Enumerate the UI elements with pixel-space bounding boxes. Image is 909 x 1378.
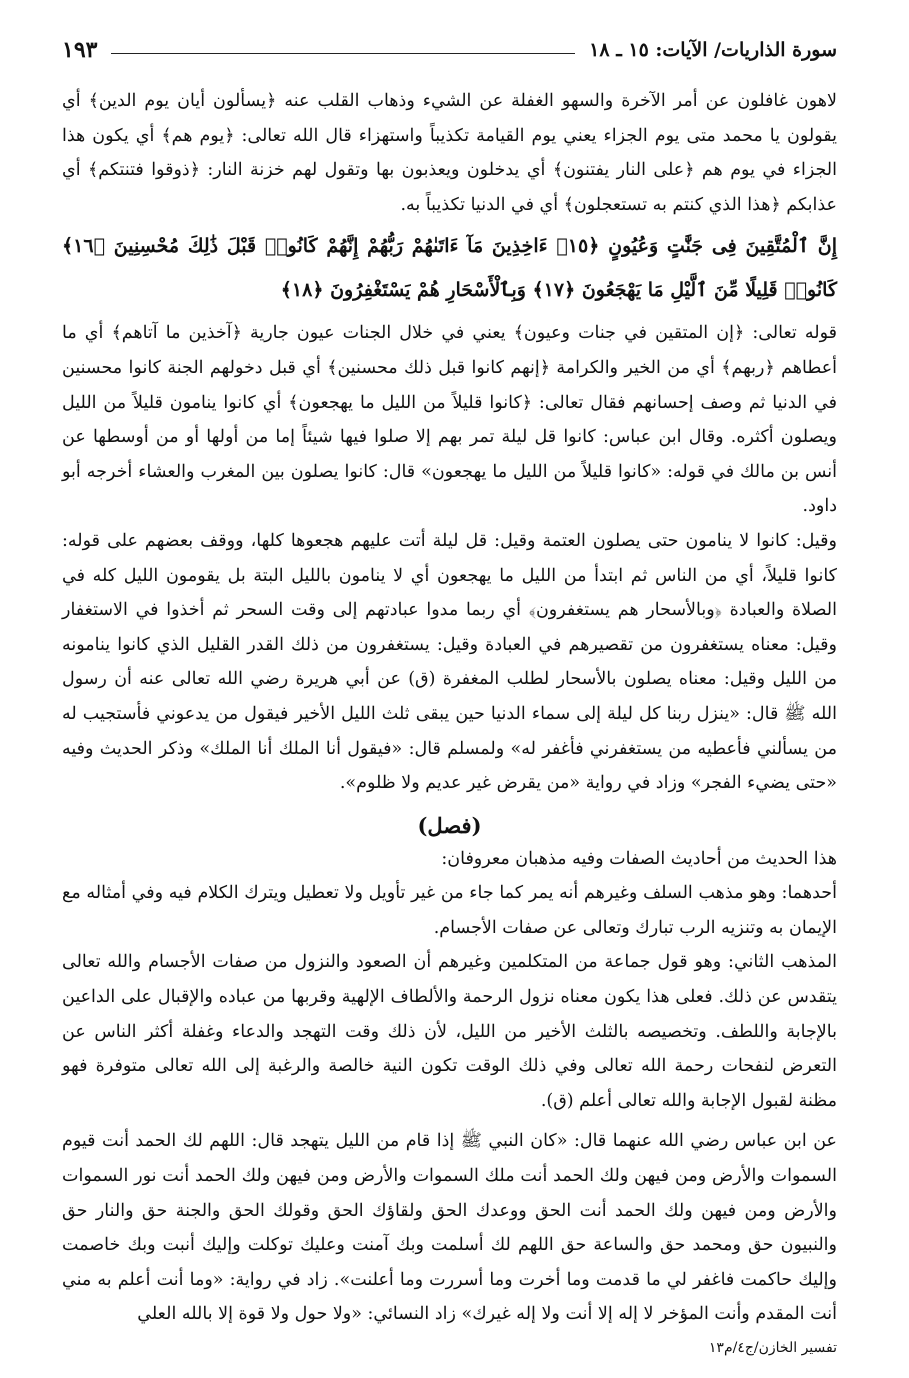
paragraph-5: أحدهما: وهو مذهب السلف وغيرهم أنه يمر كما جاء من غير تأويل ولا تعطيل ويترك الكلام فيه وفي أمثاله مع الإيمان به وتنزيه الرب تبارك وتعالى عن صفات الأجسام. [62,883,837,938]
paragraph-7: عن ابن عباس رضي الله عنهما قال: «كان النبي ﷺ إذا قام من الليل يتهجد قال: اللهم لك الحمد أنت قيوم السموات والأرض ومن فيهن ولك الحمد أنت ملك السموات والأرض ومن فيهن ولك الحمد أنت نور السموات والأرض ومن فيهن ولك الحمد أنت الحق ووعدك الحق ولقاؤك الحق وقولك الحق والجنة حق والنار حق والنبيون حق ومحمد حق والساعة حق اللهم لك أسلمت وبك آمنت وعليك توكلت وإليك أنبت وبك خاصمت وإليك حاكمت فاغفر لي ما قدمت وما أخرت وما أسررت وما أعلنت». زاد في رواية: «وما أنت أعلم به مني أنت المقدم وأنت المؤخر لا إله إلا أنت ولا إله غيرك» زاد النسائي: «ولا حول ولا قوة إلا بالله العلي [62,1131,837,1325]
running-header [62,30,837,70]
paragraph-1: لاهون غافلون عن أمر الآخرة والسهو الغفلة عن الشيء وذهاب القلب عنه ﴿يسألون أيان يوم الدين﴾ أي يقولون يا محمد متى يوم الجزاء يعني يوم القيامة تكذيباً واستهزاء قال الله تعالى: ﴿يوم هم﴾ أي يكون هذا الجزاء في يوم هم ﴿على النار يفتنون﴾ أي يدخلون ويعذبون بها وتقول لهم خزنة النار: ﴿ذوقوا فتنتكم﴾ أي عذابكم ﴿هذا الذي كنتم به تستعجلون﴾ أي في الدنيا تكذيباً به. [62,91,837,215]
paragraph-2: قوله تعالى: ﴿إن المتقين في جنات وعيون﴾ يعني في خلال الجنات عيون جارية ﴿آخذين ما آتاهم﴾ أي ما أعطاهم ﴿ربهم﴾ أي من الخير والكرامة ﴿إنهم كانوا قبل ذلك محسنين﴾ أي قبل دخولهم الجنة كانوا محسنين في الدنيا ثم وصف إحسانهم فقال تعالى: ﴿كانوا قليلاً من الليل ما يهجعون﴾ أي كانوا ينامون قليلاً من الليل ويصلون أكثره. وقال ابن عباس: كانوا قل ليلة تمر بهم إلا صلوا فيها شيئاً إما من أولها أو من أوسطها عن أنس بن مالك في قوله: «كانوا قليلاً من الليل ما يهجعون» قال: كانوا يصلون بين المغرب والعشاء أخرجه أبو داود. [62,323,837,517]
paragraph-3: وقيل: كانوا لا ينامون حتى يصلون العتمة وقيل: قل ليلة أتت عليهم هجعوها كلها، ووقف بعضهم على قوله: كانوا قليلاً، أي من الناس ثم ابتدأ من الليل ما يهجعون أي لا ينامون بالليل البتة بل يقومون الليل كله في الصلاة والعبادة ﴿وبالأسحار هم يستغفرون﴾ أي ربما مدوا عبادتهم إلى وقت السحر ثم أخذوا في الاستغفار وقيل: معناه يستغفرون من تقصيرهم في العبادة وقيل: يستغفرون من ذلك القدر القليل الذي كانوا ينامونه من الليل وقيل: معناه يصلون بالأسحار لطلب المغفرة (ق) عن أبي هريرة رضي الله تعالى عنه أن رسول الله ﷺ قال: «ينزل ربنا كل ليلة إلى سماء الدنيا حين يبقى ثلث الليل الأخير فيقول من يدعوني فأستجيب له من يسألني فأعطيه من يستغفرني فأغفر له» ولمسلم قال: «فيقول أنا الملك أنا الملك» وذكر الحديث وفيه «حتى يضيء الفجر» وزاد في رواية «من يقرض غير عديم ولا ظلوم». [62,530,837,794]
section-heading: (فصل) [417,812,482,838]
footer-reference: تفسير الخازن/ج٤/م١٣ [708,1340,837,1356]
paragraph-6: المذهب الثاني: وهو قول جماعة من المتكلمين وغيرهم أن الصعود والنزول من صفات الأجسام والله تعالى يتقدس عن ذلك. فعلى هذا يكون معناه نزول الرحمة والألطاف الإلهية وقربها من عباده والإقبال على الداعين بالإجابة واللطف. وتخصيصه بالثلث الأخير من الليل، لأن ذلك وقت التهجد والدعاء وغفلة أكثر الناس عن التعرض لنفحات رحمة الله تعالى وفي ذلك الوقت تكون النية خالصة والرغبة إلى الله تعالى متوفرة فهو مظنة لقبول الإجابة والله تعالى أعلم (ق). [62,952,837,1111]
quran-verses: إِنَّ ٱلْمُتَّقِينَ فِى جَنَّٰتٍ وَعُيُونٍ ﴿١٥﴾ ءَاخِذِينَ مَآ ءَاتَىٰهُمْ رَبُّهُمْ إِنَّهُمْ كَانُوا۟ قَبْلَ ذَٰلِكَ مُحْسِنِينَ ﴿١٦﴾ كَانُوا۟ قَلِيلًا مِّنَ ٱلَّيْلِ مَا يَهْجَعُونَ ﴿١٧﴾ وَبِٱلْأَسْحَارِ هُمْ يَسْتَغْفِرُونَ ﴿١٨﴾ [62,235,837,302]
paragraph-4: هذا الحديث من أحاديث الصفات وفيه مذهبان معروفان: [441,848,837,869]
header-rule [111,53,575,54]
page-number: ١٩٣ [62,37,98,63]
surah-header-title: سورة الذاريات/ الآيات: ١٥ ـ ١٨ [589,39,837,61]
